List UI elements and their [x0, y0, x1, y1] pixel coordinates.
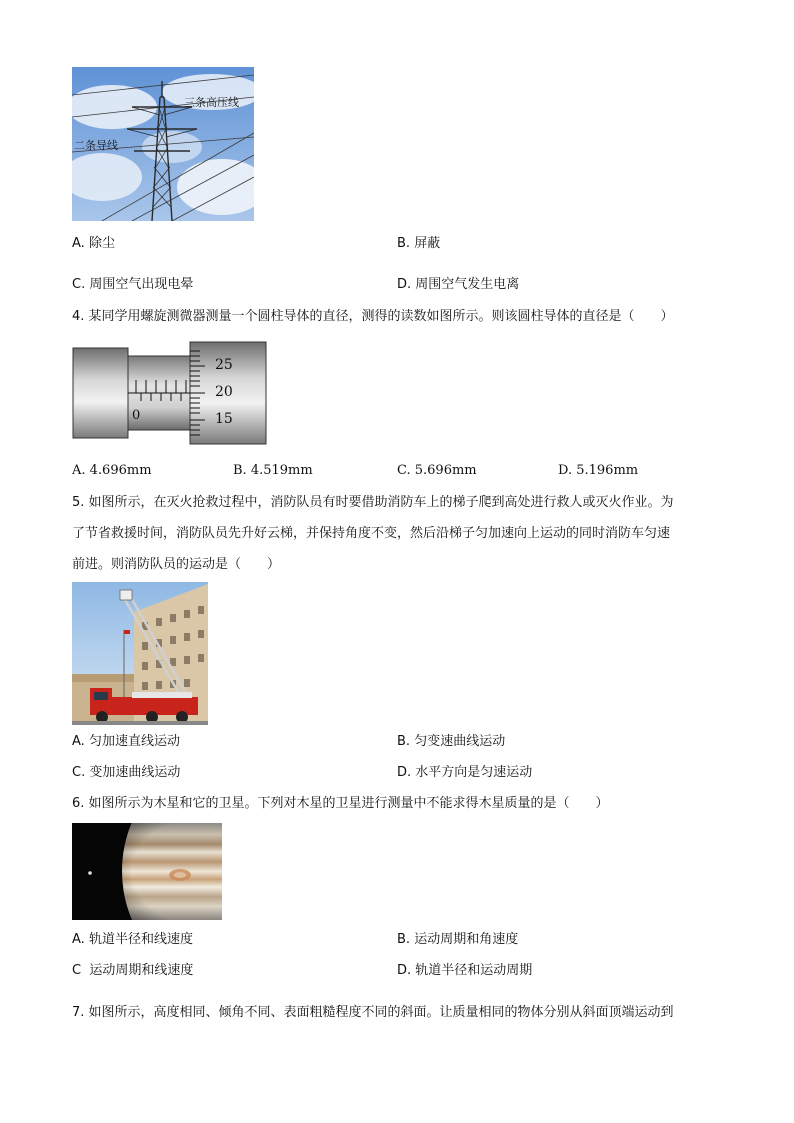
q4-option-d: D. 5.196mm: [558, 463, 639, 478]
q5-option-b: B. 匀变速曲线运动: [397, 734, 506, 749]
q4-option-c: C. 5.696mm: [397, 463, 477, 478]
q3-option-d: D. 周围空气发生电离: [397, 277, 520, 292]
q4-option-a: A. 4.696mm: [72, 463, 152, 478]
fig1-label-left: 二条导线: [74, 139, 118, 152]
q5-stem-line3: 前进。则消防队员的运动是（ ）: [72, 557, 281, 572]
fig1-label-top: 三条高压线: [184, 96, 239, 109]
micrometer-image: [72, 340, 268, 446]
scale-label-15: 15: [215, 411, 233, 427]
q3-option-b: B. 屏蔽: [397, 236, 441, 251]
q6-stem: 6. 如图所示为木星和它的卫星。下列对木星的卫星进行测量中不能求得木星质量的是（ ）: [72, 796, 609, 811]
q3-option-c: C. 周围空气出现电晕: [72, 277, 194, 292]
q5-stem-line1: 5. 如图所示，在灭火抢救过程中，消防队员有时要借助消防车上的梯子爬到高处进行救人或灭火作业。为: [72, 495, 674, 510]
q3-option-a: A. 除尘: [72, 236, 115, 251]
scale-label-20: 20: [215, 384, 233, 400]
q5-option-c: C. 变加速曲线运动: [72, 765, 181, 780]
jupiter-image: [72, 823, 222, 920]
power-tower-image: [72, 67, 254, 221]
q5-stem-line2: 了节省救援时间，消防队员先升好云梯，并保持角度不变，然后沿梯子匀加速向上运动的同时消防车匀速: [72, 526, 671, 541]
q4-option-b: B. 4.519mm: [233, 463, 313, 478]
q7-stem: 7. 如图所示，高度相同、倾角不同、表面粗糙程度不同的斜面。让质量相同的物体分别从斜面顶端运动到: [72, 1005, 674, 1020]
fire-truck-image: [72, 582, 208, 725]
scale-label-0: 0: [132, 408, 141, 423]
q6-option-b: B. 运动周期和角速度: [397, 932, 519, 947]
q6-option-a: A. 轨道半径和线速度: [72, 932, 193, 947]
q5-option-d: D. 水平方向是匀速运动: [397, 765, 533, 780]
q5-option-a: A. 匀加速直线运动: [72, 734, 180, 749]
q6-option-c: C 运动周期和线速度: [72, 963, 194, 978]
q6-option-d: D. 轨道半径和运动周期: [397, 963, 533, 978]
q4-stem: 4. 某同学用螺旋测微器测量一个圆柱导体的直径，测得的读数如图所示。则该圆柱导体的直径是（ ）: [72, 309, 674, 324]
scale-label-25: 25: [215, 357, 233, 373]
